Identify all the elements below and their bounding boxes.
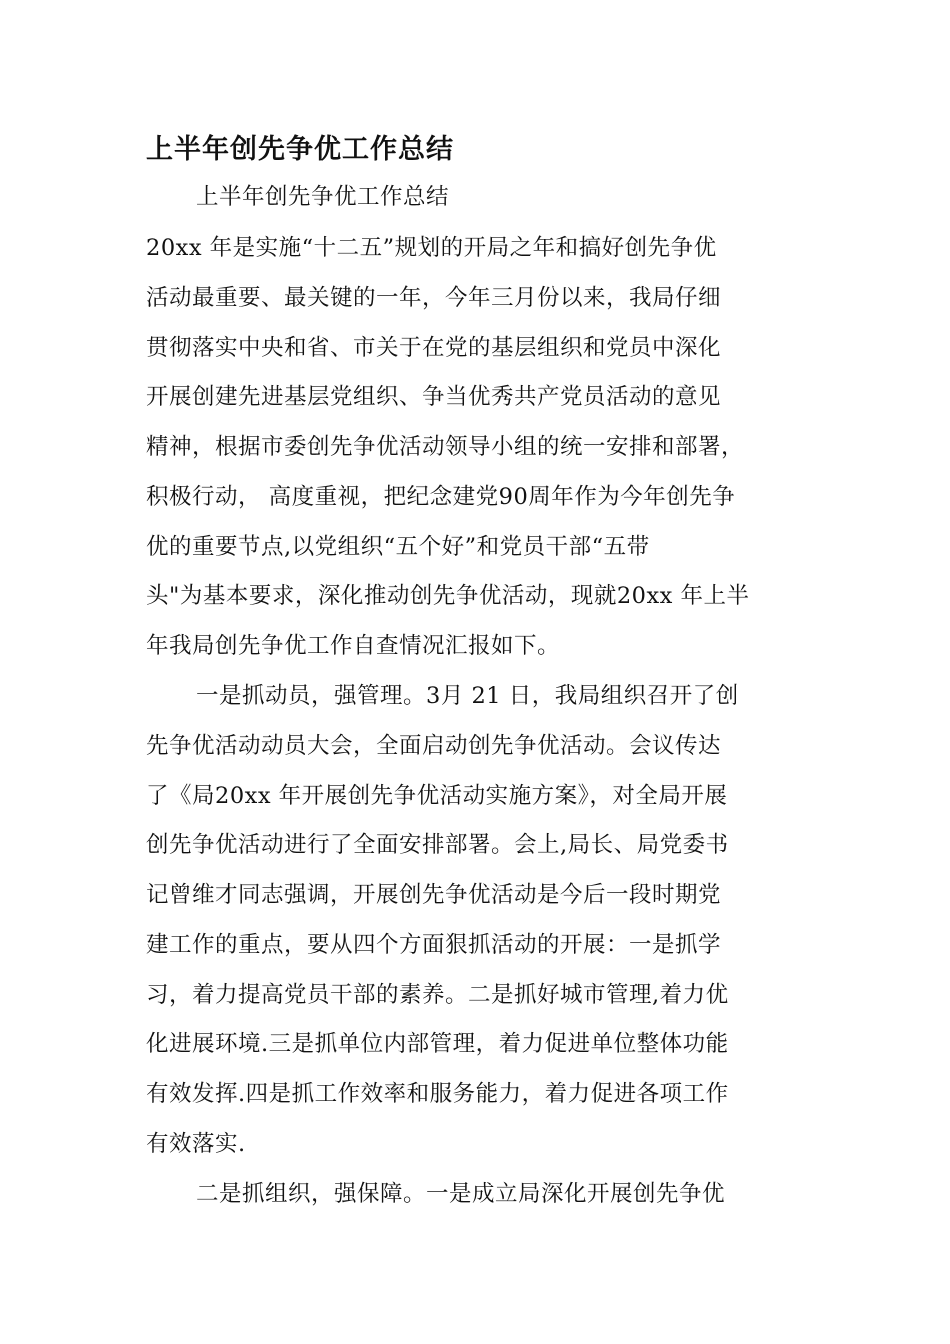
paragraph-line: 习，着力提高党员干部的素养。二是抓好城市管理,着力优 bbox=[146, 982, 729, 1008]
paragraph-line: 有效发挥.四是抓工作效率和服务能力，着力促进各项工作 bbox=[146, 1081, 729, 1107]
paragraph-line: 年我局创先争优工作自查情况汇报如下。 bbox=[146, 633, 561, 659]
paragraph-line: 活动最重要、最关键的一年，今年三月份以来，我局仔细 bbox=[146, 285, 722, 311]
paragraph-line: 一是抓动员，强管理。3月 21 日，我局组织召开了创 bbox=[196, 683, 739, 709]
paragraph-line: 创先争优活动进行了全面安排部署。会上,局长、局党委书 bbox=[146, 832, 729, 858]
paragraph-line: 精神，根据市委创先争优活动领导小组的统一安排和部署， bbox=[146, 434, 745, 460]
paragraph-line: 开展创建先进基层党组织、争当优秀共产党员活动的意见 bbox=[146, 384, 722, 410]
paragraph-line: 20xx 年是实施“十二五”规划的开局之年和搞好创先争优 bbox=[146, 235, 717, 261]
paragraph-line: 先争优活动动员大会，全面启动创先争优活动。会议传达 bbox=[146, 733, 722, 759]
paragraph-line: 头"为基本要求，深化推动创先争优活动，现就20xx 年上半 bbox=[146, 583, 750, 609]
paragraph-line: 有效落实. bbox=[146, 1131, 246, 1157]
paragraph-line: 贯彻落实中央和省、市关于在党的基层组织和党员中深化 bbox=[146, 335, 722, 361]
document-title: 上半年创先争优工作总结 bbox=[146, 134, 454, 165]
paragraph-line: 化进展环境.三是抓单位内部管理，着力促进单位整体功能 bbox=[146, 1031, 729, 1057]
paragraph-line: 优的重要节点,以党组织“五个好”和党员干部“五带 bbox=[146, 534, 650, 560]
paragraph-line: 记曾维才同志强调，开展创先争优活动是今后一段时期党 bbox=[146, 882, 722, 908]
paragraph-line: 积极行动， 高度重视，把纪念建党90周年作为今年创先争 bbox=[146, 484, 736, 510]
subtitle-line: 上半年创先争优工作总结 bbox=[196, 184, 450, 210]
paragraph-line: 二是抓组织，强保障。一是成立局深化开展创先争优 bbox=[196, 1181, 726, 1207]
paragraph-line: 建工作的重点，要从四个方面狠抓活动的开展：一是抓学 bbox=[146, 932, 722, 958]
paragraph-line: 了《局20xx 年开展创先争优活动实施方案》，对全局开展 bbox=[146, 783, 728, 809]
